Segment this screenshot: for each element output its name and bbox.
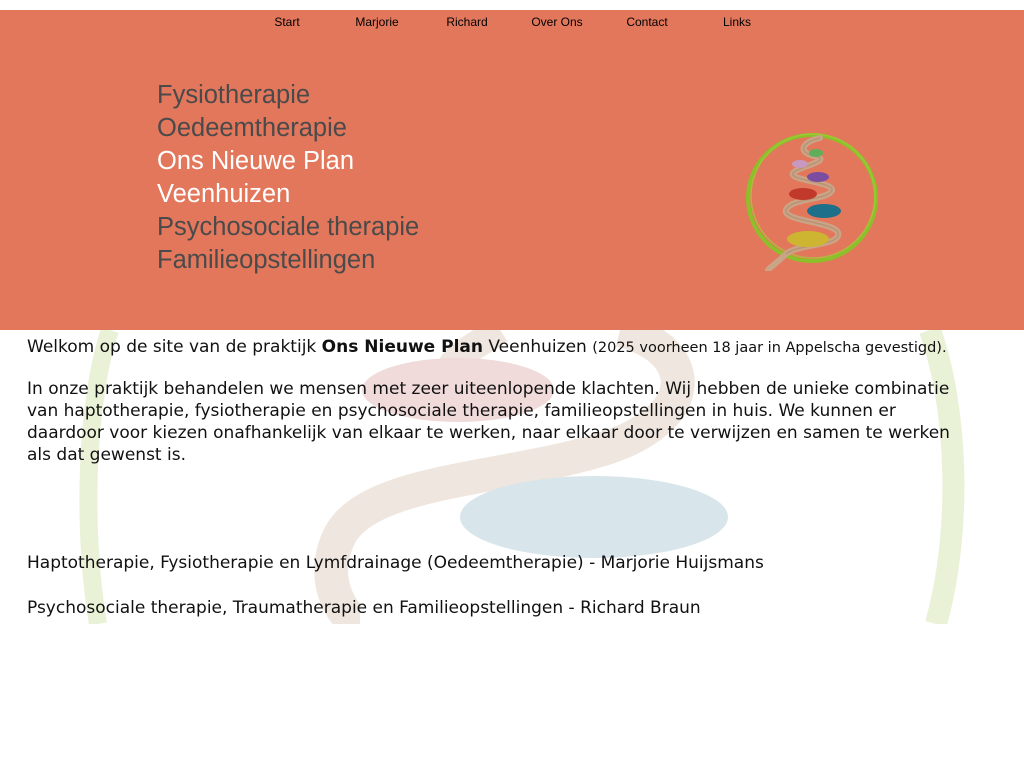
welcome-practice-name: Ons Nieuwe Plan — [321, 337, 483, 357]
nav-link-richard[interactable]: Richard — [446, 15, 488, 29]
marjorie-services-line: Haptotherapie, Fysiotherapie en Lymfdrainage (Oedeemtherapie) - Marjorie Huijsmans — [27, 553, 764, 573]
service-list — [157, 79, 419, 277]
welcome-note: (2025 voorheen 18 jaar in Appelscha gevestigd). — [592, 340, 947, 356]
welcome-prefix: Welkom op de site van de praktijk — [27, 337, 322, 357]
nav-link-start[interactable]: Start — [274, 15, 300, 29]
welcome-paragraph — [27, 337, 967, 359]
content-text — [27, 337, 967, 618]
main-content — [0, 330, 1024, 624]
header-banner — [0, 10, 1024, 330]
top-navigation — [242, 10, 782, 32]
nav-link-marjorie[interactable]: Marjorie — [355, 15, 399, 29]
nav-link-links[interactable]: Links — [722, 15, 751, 29]
intro-paragraph: In onze praktijk behandelen we mensen met zeer uiteenlopende klachten. Wij hebben de unieke combinatie van haptotherapie, fysiotherapie en psychosociale therapie, familieopstellingen in huis. We kunnen er daardoor voor kiezen onafhankelijk van elkaar te werken, naar elkaar door te verwijzen en samen te werken als dat gewenst is. — [27, 379, 950, 465]
practice-location: Veenhuizen — [157, 180, 291, 208]
service-fysiotherapie: Fysiotherapie — [157, 81, 311, 109]
welcome-location: Veenhuizen — [482, 337, 593, 357]
spiral-stones-logo — [742, 126, 884, 271]
nav-link-contact[interactable]: Contact — [626, 15, 668, 29]
richard-services-line: Psychosociale therapie, Traumatherapie en Familieopstellingen - Richard Braun — [27, 598, 701, 618]
nav-link-over-ons[interactable]: Over Ons — [531, 15, 583, 29]
service-familieopstellingen: Familieopstellingen — [157, 246, 376, 274]
practice-name: Ons Nieuwe Plan — [157, 147, 355, 175]
service-oedeemtherapie: Oedeemtherapie — [157, 114, 347, 142]
service-psychosociale-therapie: Psychosociale therapie — [157, 213, 420, 241]
